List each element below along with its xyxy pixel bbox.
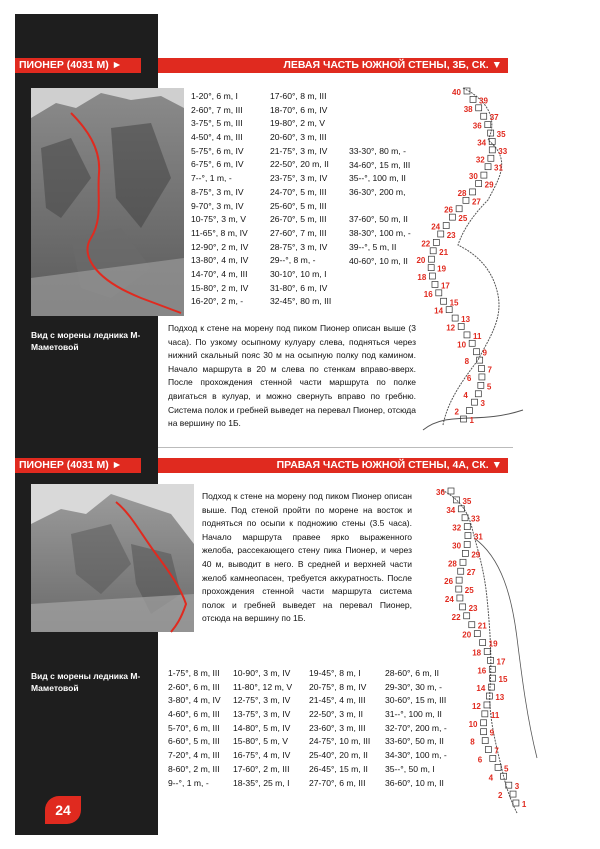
- topo-label: 16: [423, 289, 433, 299]
- topo-belay-point: [484, 648, 490, 654]
- topo-label: 4: [488, 773, 494, 783]
- topo-belay-point: [448, 488, 454, 494]
- pitch: 6-75°, 6 m, IV: [191, 159, 244, 170]
- topo-belay-point: [460, 559, 466, 565]
- topo-label: 11: [472, 331, 482, 341]
- topo-label: 14: [476, 684, 486, 694]
- topo-belay-point: [458, 568, 464, 574]
- topo-label: 28: [447, 559, 457, 569]
- pitch: 1-20°, 6 m, I: [191, 91, 238, 101]
- topo-belay-point: [441, 298, 447, 304]
- topo-belay-point: [469, 340, 475, 346]
- topo-label: 28: [457, 188, 467, 198]
- topo-belay-point: [469, 622, 475, 628]
- topo-label: 33: [471, 514, 480, 524]
- topo-belay-point: [457, 595, 463, 601]
- topo-label: 15: [498, 675, 508, 685]
- topo-label: 26: [444, 577, 454, 587]
- topo-label: 17: [496, 657, 506, 667]
- pitch: 28-75°, 3 m, IV: [270, 241, 328, 252]
- section1-description: Подход к стене на морену под пиком Пионер описан выше (3 часа). По узкому осыпному кулуару слева, подняться через нижний скальный пояс 30 м на осыпную полку под камином. Начало маршрута в 20 м слева по стенкам вправо-вверх. После прохождения стенной части маршрута по полке двигаться в кулуар, и можно свернуть вправо по гребню. Система полок и гребней выведет на перевал Пионер, отсюда на вершину по 1Б.: [168, 323, 416, 429]
- topo-label: 5: [504, 764, 509, 774]
- pitch: 28-60°, 6 m, II: [385, 668, 440, 678]
- section1-pitch-col1: [191, 90, 248, 309]
- page-number: 24: [45, 796, 81, 824]
- topo-label: 13: [495, 693, 505, 703]
- section2-header-left-bar: [15, 458, 141, 473]
- topo-belay-point: [460, 604, 466, 610]
- section1-pitch-col3: [349, 145, 411, 268]
- topo-label: 5: [486, 382, 492, 392]
- topo-label: 23: [468, 603, 478, 613]
- topo-belay-point: [470, 189, 476, 195]
- pitch: 30-10°, 10 m, I: [270, 268, 327, 279]
- topo-label: 2: [454, 407, 459, 417]
- topo-belay-point: [465, 533, 471, 539]
- pitch: 9-70°, 3 m, IV: [191, 200, 244, 211]
- topo-belay-point: [433, 239, 439, 245]
- topo-label: 31: [473, 532, 483, 542]
- pitch: 34-60°, 15 m, III: [349, 159, 411, 170]
- pitch: 16-75°, 4 m, IV: [233, 750, 291, 761]
- topo-belay-point: [474, 631, 480, 637]
- pitch: 14-70°, 4 m, III: [191, 268, 248, 279]
- topo-belay-point: [464, 332, 470, 338]
- topo-label: 33: [498, 146, 508, 156]
- topo-label: 19: [488, 639, 498, 649]
- topo-label: 17: [440, 281, 450, 291]
- pitch: 18-35°, 25 m, I: [233, 777, 290, 788]
- topo-label: 10: [468, 719, 478, 729]
- pitch: 25-40°, 20 m, II: [309, 750, 368, 761]
- topo-belay-point: [510, 791, 516, 797]
- pitch: 38-30°, 100 m, -: [349, 228, 411, 239]
- topo-label: 7: [494, 746, 499, 756]
- topo-label: 30: [452, 541, 462, 551]
- pitch: 11-80°, 12 m, V: [233, 681, 293, 692]
- pitch: 8-60°, 2 m, III: [168, 763, 220, 774]
- topo-label: 36: [472, 121, 482, 131]
- topo-belay-point: [452, 315, 458, 321]
- topo-label: 26: [444, 205, 454, 215]
- pitch: 33-30°, 80 m, -: [349, 146, 406, 156]
- topo-belay-point: [470, 96, 476, 102]
- section2-header-left: ПИОНЕР (4031 М) ►: [19, 459, 123, 471]
- pitch: 2-60°, 6 m, III: [168, 681, 220, 692]
- topo-belay-point: [478, 382, 484, 388]
- topo-label: 12: [471, 701, 481, 711]
- section1-header-left-bar: [15, 58, 141, 73]
- pitch: 8-75°, 3 m, IV: [191, 186, 244, 197]
- topo-belay-point: [481, 113, 487, 119]
- topo-label: 1: [521, 800, 527, 809]
- topo-belay-point: [476, 105, 482, 111]
- topo-belay-point: [436, 290, 442, 296]
- topo-belay-point: [438, 231, 444, 237]
- pitch: 22-50°, 20 m, II: [270, 159, 329, 170]
- topo-label: 24: [444, 594, 454, 604]
- pitch: 10-90°, 3 m, IV: [233, 668, 291, 678]
- topo-label: 32: [452, 523, 462, 533]
- topo-belay-point: [462, 550, 468, 556]
- topo-label: 36: [436, 488, 445, 497]
- pitch: 12-90°, 2 m, IV: [191, 241, 249, 252]
- pitch: 19-45°, 8 m, I: [309, 668, 361, 678]
- pitch: 5-70°, 6 m, III: [168, 722, 220, 733]
- topo-label: 6: [466, 373, 472, 383]
- pitch: 40-60°, 10 m, II: [349, 255, 408, 266]
- section1-header-left: ПИОНЕР (4031 М) ►: [19, 59, 123, 71]
- topo-label: 2: [498, 791, 503, 801]
- topo-label: 34: [446, 505, 456, 515]
- topo-label: 20: [416, 256, 426, 266]
- pitch: 26-70°, 5 m, III: [270, 214, 327, 225]
- topo-label: 23: [446, 230, 456, 240]
- topo-label: 27: [466, 568, 476, 578]
- pitch: 34-30°, 100 m, -: [385, 750, 447, 761]
- pitch: 20-60°, 3 m, III: [270, 132, 327, 143]
- pitch: 31--°, 100 m, II: [385, 709, 442, 720]
- pitch: 32-45°, 80 m, III: [270, 296, 332, 307]
- topo-label: 11: [490, 710, 500, 720]
- pitch: 24-75°, 10 m, III: [309, 736, 371, 747]
- pitch: 31-80°, 6 m, IV: [270, 282, 328, 293]
- section1-photo: [31, 88, 184, 316]
- pitch: 7-20°, 4 m, III: [168, 750, 220, 761]
- topo-label: 13: [461, 315, 471, 325]
- topo-belay-point: [479, 366, 485, 372]
- topo-belay-point: [432, 281, 438, 287]
- section1-pitch-col2: [270, 90, 331, 309]
- topo-belay-point: [482, 711, 488, 717]
- topo-belay-point: [446, 307, 452, 313]
- pitch: 17-60°, 2 m, III: [233, 763, 290, 774]
- topo-label: 40: [452, 88, 461, 97]
- topo-belay-point: [513, 800, 519, 806]
- pitch: 35--°, 50 m, I: [385, 763, 435, 774]
- pitch: 17-60°, 8 m, III: [270, 91, 327, 101]
- pitch: 4-50°, 4 m, III: [191, 132, 243, 143]
- topo-label: 21: [439, 247, 449, 257]
- topo-belay-point: [466, 408, 472, 414]
- pitch: 32-70°, 200 m, -: [385, 722, 447, 733]
- topo-label: 16: [477, 666, 487, 676]
- section2-header-right-bar: [158, 458, 508, 473]
- topo-label: 35: [462, 496, 472, 506]
- pitch: 18-70°, 6 m, IV: [270, 104, 328, 115]
- section1-topo-diagram: [418, 80, 528, 440]
- topo-belay-point: [485, 747, 491, 753]
- pitch: 3-75°, 5 m, III: [191, 118, 243, 129]
- topo-label: 3: [514, 782, 520, 792]
- pitch: 30-60°, 15 m, III: [385, 695, 447, 706]
- topo-belay-point: [482, 738, 488, 744]
- topo-belay-point: [481, 729, 487, 735]
- pitch: 19-80°, 2 m, V: [270, 118, 326, 129]
- topo-label: 30: [468, 172, 478, 182]
- topo-label: 29: [471, 550, 481, 560]
- topo-belay-point: [485, 122, 491, 128]
- section2-topo-diagram: [412, 478, 552, 818]
- topo-label: 4: [463, 390, 468, 400]
- topo-label: 19: [437, 264, 447, 274]
- pitch: 10-75°, 3 m, V: [191, 214, 247, 225]
- topo-label: 34: [477, 138, 487, 148]
- pitch: 12-75°, 3 m, IV: [233, 695, 291, 706]
- topo-belay-point: [428, 256, 434, 262]
- section-divider: [158, 447, 513, 448]
- topo-label: 25: [464, 586, 474, 596]
- topo-label: 1: [469, 416, 474, 425]
- topo-belay-point: [488, 684, 494, 690]
- topo-belay-point: [429, 273, 435, 279]
- pitch: 6-60°, 5 m, III: [168, 736, 220, 747]
- section2-pitch-col3: [309, 667, 370, 790]
- topo-belay-point: [495, 764, 501, 770]
- topo-label: 20: [462, 630, 472, 640]
- topo-belay-point: [464, 613, 470, 619]
- pitch: 2-60°, 7 m, III: [191, 104, 243, 115]
- topo-label: 8: [470, 737, 475, 747]
- pitch: 36-60°, 10 m, II: [385, 777, 444, 788]
- topo-label: 15: [449, 298, 459, 308]
- topo-label: 22: [451, 612, 461, 622]
- topo-belay-point: [461, 416, 467, 422]
- topo-label: 9: [489, 728, 495, 738]
- pitch: 27-70°, 6 m, III: [309, 777, 366, 788]
- topo-label: 3: [480, 399, 485, 409]
- pitch: 24-70°, 5 m, III: [270, 186, 327, 197]
- section2-description: Подход к стене на морену под пиком Пионер описан выше. Под стеной пройти по морене на восток и подняться по осыпи к подножию стены (3.5 часа). Начало маршрута правее ярко выраженного желоба, рассекающего стену пика Пионер, и через 40 м, выводит в него. В средней и верхней части желоб камнеопасен, требуется аккуратность. После прохождения стенной части маршрута система полок и гребней выведет на перевал Пионер, отсюда на вершину по 1Б.: [202, 491, 412, 624]
- pitch: 9--°, 1 m, -: [168, 777, 209, 788]
- pitch: 29--°, 8 m, -: [270, 255, 316, 266]
- pitch: 16-20°, 2 m, -: [191, 296, 244, 307]
- topo-label: 27: [471, 197, 481, 207]
- pitch: 33-60°, 50 m, II: [385, 736, 444, 747]
- topo-label: 31: [494, 163, 503, 173]
- pitch: 22-50°, 3 m, II: [309, 709, 364, 720]
- topo-belay-point: [476, 181, 482, 187]
- topo-belay-point: [463, 197, 469, 203]
- pitch: 26-45°, 15 m, II: [309, 763, 368, 774]
- pitch: 21-75°, 3 m, IV: [270, 145, 328, 156]
- topo-label: 9: [482, 348, 487, 358]
- topo-belay-point: [471, 399, 477, 405]
- topo-label: 22: [421, 239, 431, 249]
- topo-belay-point: [488, 155, 494, 161]
- topo-label: 8: [464, 357, 470, 367]
- topo-label: 18: [472, 648, 482, 658]
- pitch: 20-75°, 8 m, IV: [309, 681, 367, 692]
- pitch: 39--°, 5 m, II: [349, 241, 397, 252]
- section2-header-right: ПРАВАЯ ЧАСТЬ ЮЖНОЙ СТЕНЫ, 4А, СК. ▼: [276, 459, 502, 471]
- topo-belay-point: [458, 506, 464, 512]
- topo-belay-point: [481, 720, 487, 726]
- topo-belay-point: [477, 357, 483, 363]
- pitch: 27-60°, 7 m, III: [270, 227, 327, 238]
- topo-belay-point: [428, 265, 434, 271]
- topo-belay-point: [464, 524, 470, 530]
- topo-label: 18: [417, 273, 427, 283]
- pitch: 37-60°, 50 m, II: [349, 214, 408, 225]
- topo-belay-point: [453, 497, 459, 503]
- topo-belay-point: [485, 164, 491, 170]
- topo-label: 32: [475, 155, 485, 165]
- section2-pitch-col2: [233, 667, 292, 790]
- topo-belay-point: [490, 755, 496, 761]
- topo-belay-point: [458, 323, 464, 329]
- section1-header-right: ЛЕВАЯ ЧАСТЬ ЮЖНОЙ СТЕНЫ, 3Б, СК. ▼: [283, 59, 502, 71]
- topo-label: 7: [487, 365, 492, 375]
- topo-label: 37: [489, 113, 499, 123]
- pitch: 21-45°, 4 m, III: [309, 695, 366, 706]
- pitch: 36-30°, 200 m,: [349, 187, 406, 198]
- topo-belay-point: [473, 349, 479, 355]
- topo-label: 35: [496, 130, 506, 140]
- topo-belay-point: [456, 206, 462, 212]
- pitch: 15-80°, 2 m, IV: [191, 282, 249, 293]
- section1-caption: Вид с морены ледника М-Маметовой: [31, 330, 141, 352]
- topo-label: 25: [458, 214, 468, 224]
- pitch: 14-80°, 5 m, IV: [233, 722, 291, 733]
- pitch: 35--°, 100 m, II: [349, 173, 406, 184]
- topo-label: 12: [446, 323, 456, 333]
- pitch: 25-60°, 5 m, III: [270, 200, 327, 211]
- topo-label: 10: [457, 340, 467, 350]
- pitch: [349, 200, 411, 214]
- pitch: 23-60°, 3 m, III: [309, 722, 366, 733]
- topo-label: 39: [479, 96, 488, 106]
- topo-belay-point: [479, 374, 485, 380]
- pitch: 13-75°, 3 m, IV: [233, 709, 291, 720]
- pitch: 29-30°, 30 m, -: [385, 681, 442, 692]
- topo-belay-point: [481, 172, 487, 178]
- topo-label: 21: [477, 621, 487, 631]
- pitch: 15-80°, 5 m, V: [233, 736, 289, 747]
- topo-belay-point: [430, 248, 436, 254]
- section2-caption: Вид с морены ледника М-Маметовой: [31, 671, 141, 693]
- topo-label: 38: [463, 104, 473, 114]
- topo-belay-point: [475, 391, 481, 397]
- topo-label: 29: [484, 180, 494, 190]
- pitch: 5-75°, 6 m, IV: [191, 145, 244, 156]
- topo-belay-point: [449, 214, 455, 220]
- section1-header-right-bar: [158, 58, 508, 73]
- topo-label: 14: [434, 306, 444, 316]
- topo-label: 24: [431, 222, 441, 232]
- topo-belay-point: [464, 541, 470, 547]
- pitch: 3-80°, 4 m, IV: [168, 695, 221, 706]
- topo-belay-point: [462, 515, 468, 521]
- topo-belay-point: [484, 702, 490, 708]
- topo-belay-point: [456, 577, 462, 583]
- topo-belay-point: [480, 640, 486, 646]
- topo-label: 6: [477, 755, 483, 765]
- topo-belay-point: [456, 586, 462, 592]
- pitch: 13-80°, 4 m, IV: [191, 255, 249, 266]
- topo-belay-point: [489, 147, 495, 153]
- pitch: 4-60°, 6 m, III: [168, 709, 220, 720]
- topo-belay-point: [443, 223, 449, 229]
- pitch: 23-75°, 3 m, IV: [270, 173, 328, 184]
- pitch: 7--°, 1 m, -: [191, 173, 232, 184]
- pitch: 11-65°, 8 m, IV: [191, 227, 248, 238]
- section2-photo: [31, 484, 194, 632]
- pitch: 1-75°, 8 m, III: [168, 668, 220, 678]
- section2-pitch-col1: [168, 667, 221, 790]
